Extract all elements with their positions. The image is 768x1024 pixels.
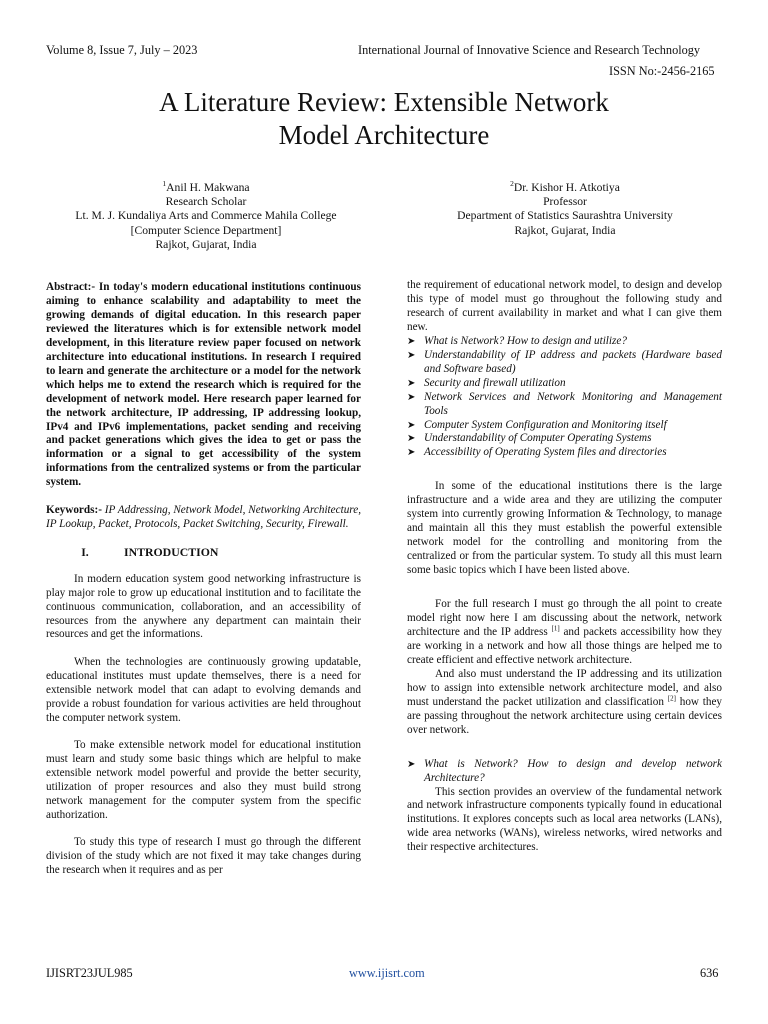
arrow-bullet-icon: ➤ [407, 447, 416, 459]
right-intro-paragraph: the requirement of educational network model, to design and develop this type of model must go throughout the following study and research of current availability in market and what I can give them new. [407, 279, 722, 333]
list-item: ➤ Understandability of Computer Operating Systems [407, 432, 652, 445]
abstract [46, 281, 361, 490]
issn: ISSN No:-2456-2165 [609, 64, 715, 78]
volume-info: Volume 8, Issue 7, July – 2023 [46, 43, 198, 57]
author-2-role: Professor [543, 195, 587, 209]
list-item: ➤ Understandability of IP address and packets (Hardware based and Software based) [407, 348, 722, 375]
list-item: ➤ Network Services and Network Monitoring and Management Tools [407, 390, 722, 417]
list-item: ➤ Computer System Configuration and Monitoring itself [407, 418, 667, 431]
subsection-heading [407, 758, 722, 786]
author-1-name: Anil H. Makwana [166, 181, 250, 194]
arrow-bullet-icon: ➤ [407, 419, 416, 431]
arrow-bullet-icon: ➤ [407, 349, 416, 361]
right-paragraph-1: In some of the educational institutions there is the large infrastructure and a wide area and they are utilizing the computer system into currently growing Information & Technology, to manage and maintain all this they must establish the powerful extensible network model for the controlling and monitoring from the centralized or from the particular system. To study all this must learn some basic topics which I have been listed above. [407, 480, 722, 577]
arrow-bullet-icon: ➤ [407, 391, 416, 403]
arrow-bullet-icon: ➤ [407, 433, 416, 445]
paper-title [0, 86, 768, 152]
abstract-label: Abstract:- [46, 281, 96, 293]
abstract-text: In today's modern educational institutions continuous aiming to enhance scalability and adaptability to meet the growing demands of digital education. In this research paper reviewed the literatures which is for extensible network model development, in this literature review paper focused on network architecture into educational institutions. In research I required to learn and generate the architecture or a model for the network which helps me to extend the research which is required for the development of network model. Here research paper learned for the network architecture, IP addressing, IP addressing lookup, IPv4 and IPv6 implementations, packet sending and receiving and packet generations which gives the idea to get or pass the information or a signal to get accessibility of the system informations from the centralized systems or from the particular system. [46, 281, 362, 489]
arrow-bullet-icon: ➤ [407, 335, 416, 347]
right-paragraph-2: For the full research I must go through the all point to create model right now here I am discussing about the network, network architecture and the IP address [1] and packets accessibility how they are working in a network and how all those things are helped me to create efficient and effective network architecture. [407, 598, 723, 666]
author-1-sup: 1 [162, 179, 167, 189]
keywords-label: Keywords:- [46, 503, 102, 516]
section-heading-introduction [46, 546, 361, 560]
arrow-bullet-icon: ➤ [407, 377, 416, 389]
page-number: 636 [700, 966, 719, 980]
citation-1: [1] [551, 624, 560, 633]
author-2-affiliation: Department of Statistics Saurashtra University [457, 209, 673, 223]
intro-paragraph-1: In modern education system good networking infrastructure is play major role to grow up educational institution and to facilitate the continuous communication, collaboration, and an accessibility of resources from the anywhere any department can maintain their resources and get the informations. [46, 572, 361, 641]
author-2 [420, 181, 710, 238]
arrow-bullet-icon: ➤ [407, 758, 416, 770]
author-2-name: Dr. Kishor H. Atkotiya [513, 181, 620, 194]
intro-paragraph-4: To study this type of research I must go through the different division of the study which are not fixed it may take changes during the research when it requires and as per [46, 836, 361, 877]
footer-url-link[interactable]: www.ijisrt.com [349, 966, 425, 980]
author-1-department: [Computer Science Department] [130, 223, 282, 237]
title-line-1: A Literature Review: Extensible Network [159, 87, 609, 117]
left-column [46, 281, 361, 878]
citation-2: [2] [667, 694, 676, 702]
section-title: INTRODUCTION [124, 544, 219, 559]
author-1-affiliation: Lt. M. J. Kundaliya Arts and Commerce Mahila College [75, 209, 337, 223]
author-2-location: Rajkot, Gujarat, India [514, 223, 616, 237]
intro-paragraph-2: When the technologies are continuously growing updatable, educational institutes must update themselves, there is a need for extensible network model that can adapt to evolving demands and provide a robust foundation for various activities are held throughout the computer network system. [46, 655, 361, 724]
subsection-title: ➤ What is Network? How to design and develop network Architecture? [407, 757, 722, 784]
list-item: ➤ What is Network? How to design and utilize? [407, 334, 627, 347]
author-1-location: Rajkot, Gujarat, India [155, 237, 257, 251]
footer-code: IJISRT23JUL985 [46, 966, 133, 980]
right-paragraph-3: And also must understand the IP addressing and its utilization how to assign into extensible network architecture model, and also must understand the packet utilization and classification [2] how they are passing throughout the network architecture using certain devices over network. [407, 667, 723, 736]
journal-name: International Journal of Innovative Science and Research Technology [358, 43, 701, 57]
author-2-sup: 2 [510, 179, 514, 189]
right-column [407, 279, 722, 855]
author-1-role: Research Scholar [165, 195, 247, 209]
intro-paragraph-3: To make extensible network model for educational institution must learn and study some basic things which are helpful to make extensible network model powerful and provide the better security, utilization of proper resources and also they must build strong network management for the computer system from the specific authorization. [46, 739, 361, 821]
study-topics-list [407, 335, 722, 461]
section-number: I. [81, 544, 89, 559]
list-item: ➤ Security and firewall utilization [407, 376, 566, 389]
author-1 [56, 181, 356, 252]
title-line-2: Model Architecture [278, 120, 490, 150]
right-paragraph-4: This section provides an overview of the fundamental network and network infrastructure components typically found in educational institutions. It explores concepts such as local area networks (LANs), wide area networks (WANs), wireless networks, wired networks and their respective architectures. [407, 785, 722, 854]
keywords [46, 504, 361, 532]
list-item: ➤ Accessibility of Operating System files and directories [407, 446, 667, 459]
keywords-text: IP Addressing, Network Model, Networking Architecture, IP Lookup, Packet, Protocols, Packet Switching, Security, Firewall. [46, 503, 362, 530]
